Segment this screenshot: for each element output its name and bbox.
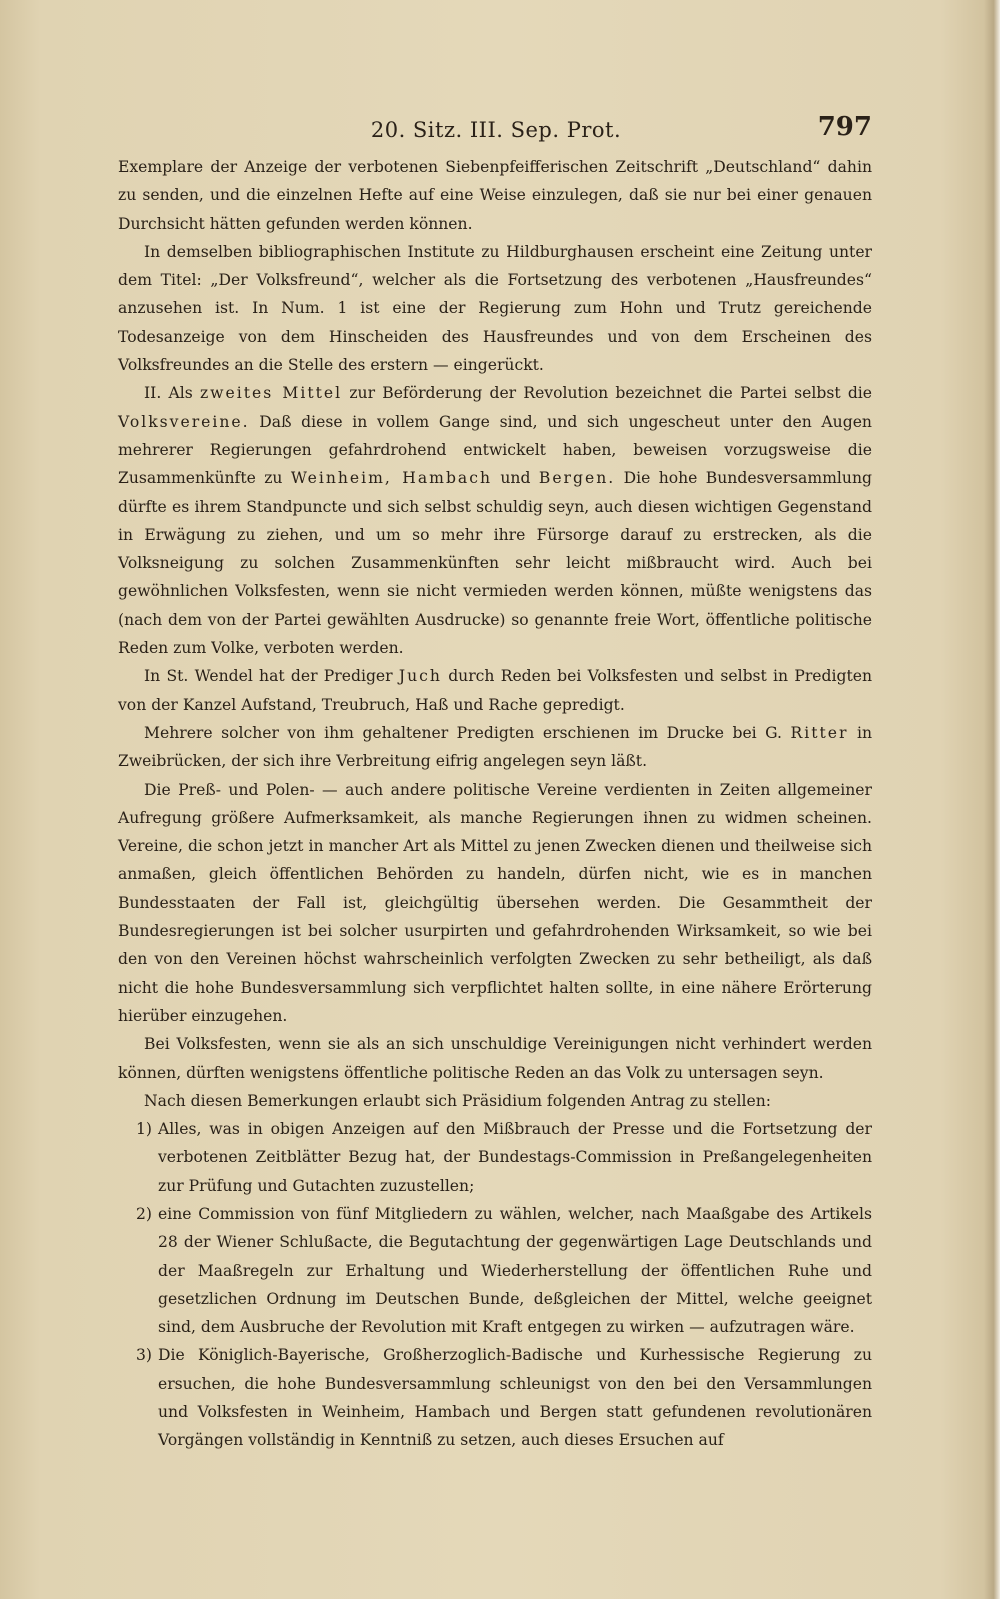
motion-text: Alles, was in obigen Anzeigen auf den Mißbrauch der Presse und die Fortsetzung der verbotenen Zeitblätter Bezug hat, der Bundestags-Commission in Preßangelegenheiten zur Prüfung und Gutachten zuzustellen; bbox=[158, 1120, 872, 1195]
motion-number: 3) bbox=[135, 1346, 152, 1365]
motion-text: eine Commission von fünf Mitgliedern zu wählen, welcher, nach Maaßgabe des Artikels 28 der Wiener Schlußacte, die Begutachtung der gegenwärtigen Lage Deutschlands und der Maaßregeln zur Erhaltung und Wiederherstellung der öffentlichen Ruhe und gesetzlichen Ordnung im Deutschen Bunde, deßgleichen der Mittel, welche geeignet sind, dem Ausbruche der Revolution mit Kraft entgegen zu wirken — aufzutragen wäre. bbox=[158, 1204, 872, 1337]
spaced-name-ritter: Ritter bbox=[790, 723, 849, 742]
running-head: 20. Sitz. III. Sep. Prot. bbox=[370, 118, 622, 142]
motion-number: 1) bbox=[135, 1120, 152, 1139]
motion-item-2 bbox=[118, 1200, 872, 1341]
page-edge-shadow bbox=[984, 0, 1000, 1599]
body-text bbox=[118, 153, 872, 1455]
paragraph-5 bbox=[118, 719, 872, 776]
spaced-term-associations: Volksvereine. bbox=[118, 412, 250, 431]
paragraph-5-text-a: Mehrere solcher von ihm gehaltener Predigten erschienen im Drucke bei G. bbox=[144, 723, 783, 742]
motion-number: 2) bbox=[135, 1204, 152, 1223]
motion-text: Die Königlich-Bayerische, Großherzoglich-Badische und Kurhessische Regierung zu ersuchen, die hohe Bundesversammlung schleunigst von den bei den Versammlungen und Volksfesten in Weinheim, Hambach und Bergen statt gefundenen revolutionären Vorgängen vollständig in Kenntniß zu setzen, auch dieses Ersuchen auf bbox=[158, 1346, 872, 1450]
spaced-term-places: Weinheim, Hambach bbox=[290, 469, 492, 488]
paragraph-3 bbox=[118, 379, 872, 662]
section-lead: II. Als bbox=[144, 384, 193, 403]
paragraph-1: Exemplare der Anzeige der verbotenen Siebenpfeifferischen Zeitschrift „Deutschland“ dahin zu senden, und die einzelnen Hefte auf eine Weise einzulegen, daß sie nur bei einer genauen Durchsicht hätten gefunden werden können. bbox=[118, 158, 872, 233]
paragraph-3-text-c: Die hohe Bundesversammlung dürfte es ihrem Standpuncte und sich selbst schuldig seyn, auch diesen wichtigen Gegenstand in Erwägung zu ziehen, und um so mehr ihre Fürsorge darauf zu erstrecken, als die Volksneigung zu solchen Zusammenkünften sehr leicht mißbraucht wird. Auch bei gewöhnlichen Volksfesten, wenn sie nicht vermieden werden können, müßte wenigstens das (nach dem von der Partei gewählten Ausdrucke) so genannte freie Wort, öffentliche politische Reden zum Volke, verboten werden. bbox=[118, 469, 872, 658]
motion-item-1 bbox=[118, 1115, 872, 1200]
paragraph-7: Bei Volksfesten, wenn sie als an sich unschuldige Vereinigungen nicht verhindert werden können, dürften wenigstens öffentliche politische Reden an das Volk zu untersagen seyn. bbox=[118, 1035, 872, 1082]
paragraph-3-text-b: Daß diese in vollem Gange sind, und sich ungescheut unter den Augen mehrerer Regierungen gefahrdrohend entwickelt haben, beweisen vorzugsweise die Zusammenkünfte zu bbox=[118, 412, 872, 488]
spaced-term-bergen: Bergen. bbox=[538, 469, 616, 488]
paragraph-4 bbox=[118, 662, 872, 719]
page-header bbox=[120, 112, 872, 152]
paragraph-2: In demselben bibliographischen Institute zu Hildburghausen erscheint eine Zeitung unter dem Titel: „Der Volksfreund“, welcher als die Fortsetzung des verbotenen „Hausfreundes“ anzusehen ist. In Num. 1 ist eine der Regierung zum Hohn und Trutz gereichende Todesanzeige von dem Hinscheiden des Hausfreundes und von dem Erscheinen des Volksfreundes an die Stelle des erstern — eingerückt. bbox=[118, 242, 872, 375]
motion-item-3 bbox=[118, 1341, 872, 1454]
spaced-name-juch: Juch bbox=[398, 667, 442, 686]
paragraph-8: Nach diesen Bemerkungen erlaubt sich Präsidium folgenden Antrag zu stellen: bbox=[144, 1091, 772, 1110]
paragraph-3-text-a: zur Beförderung der Revolution bezeichnet die Partei selbst die bbox=[349, 384, 873, 403]
paragraph-5-text-b: in Zweibrücken, der sich ihre Verbreitung eifrig angelegen seyn läßt. bbox=[118, 723, 872, 771]
paragraph-3-conj: und bbox=[500, 469, 531, 488]
page-number: 797 bbox=[817, 112, 872, 142]
paragraph-6: Die Preß- und Polen- — auch andere politische Vereine verdienten in Zeiten allgemeiner Aufregung größere Aufmerksamkeit, als manche Regierungen ihnen zu widmen scheinen. Vereine, die schon jetzt in mancher Art als Mittel zu jenen Zwecken dienen und theilweise sich anmaßen, gleich öffentlichen Behörden zu handeln, dürfen nicht, wie es in manchen Bundesstaaten der Fall ist, gleichgültig übersehen werden. Die Gesammtheit der Bundesregierungen ist bei solcher usurpirten und gefahrdrohenden Wirksamkeit, so wie bei den von den Vereinen höchst wahrscheinlich verfolgten Zwecken zu sehr betheiligt, als daß nicht die hohe Bundesversammlung sich verpflichtet halten sollte, in eine nähere Erörterung hierüber einzugehen. bbox=[118, 780, 872, 1025]
paragraph-4-text-b: durch Reden bei Volksfesten und selbst in Predigten von der Kanzel Aufstand, Treubruch, Haß und Rache gepredigt. bbox=[118, 667, 872, 714]
paragraph-4-text-a: In St. Wendel hat der Prediger bbox=[144, 667, 393, 686]
spaced-term-means: zweites Mittel bbox=[199, 384, 343, 403]
